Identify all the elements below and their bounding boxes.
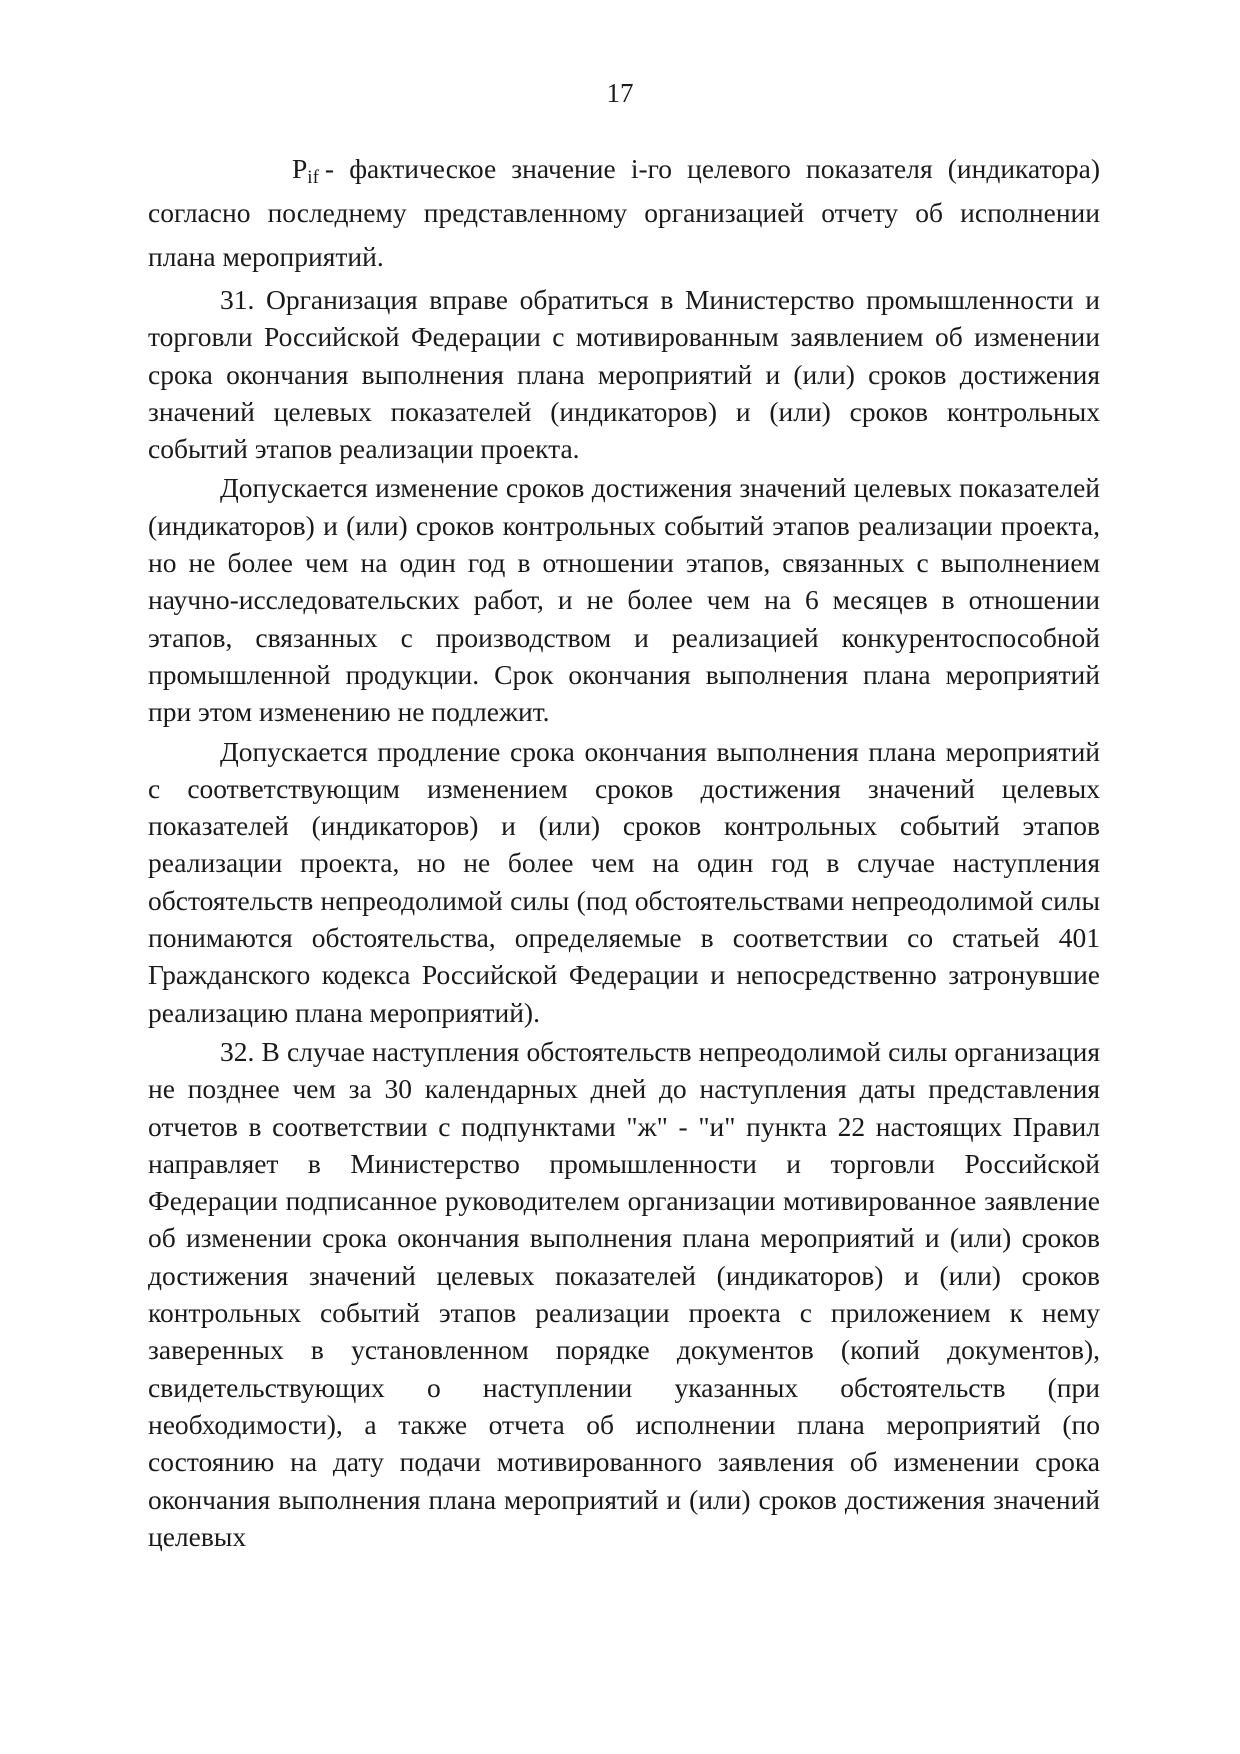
paragraph-indicator-definition-text: - фактическое значение i-го целевого показателя (индикатора) согласно последнему представленному организацией отчету об исполнении плана мероприятий. [148,153,1100,272]
paragraph-item-31: 31. Организация вправе обратиться в Министерство промышленности и торговли Российской Федерации с мотивированным заявлением об изменении срока окончания выполнения плана мероприятий и (или) сроков достижения значений целевых показателей (индикаторов) и (или) сроков контрольных событий этапов реализации проекта. [148,284,1100,465]
symbol-subscript: if [307,167,319,188]
paragraph-deadline-change: Допускается изменение сроков достижения значений целевых показателей (индикаторов) и (или) сроков контрольных событий этапов реализации проекта, но не более чем на один год в отношении этапов, связанных с выполнением научно-исследовательских работ, и не более чем на 6 месяцев в отношении этапов, связанных с производством и реализацией конкурентоспособной промышленной продукции. Срок окончания выполнения плана мероприятий при этом изменению не подлежит. [148,472,1100,728]
page-number: 17 [606,78,634,108]
paragraph-force-majeure-extension: Допускается продление срока окончания выполнения плана мероприятий с соответствующим изменением сроков достижения значений целевых показателей (индикаторов) и (или) сроков контрольных событий этапов реализации проекта, но не более чем на один год в случае наступления обстоятельств непреодолимой силы (под обстоятельствами непреодолимой силы понимаются обстоятельства, определяемые в соответствии со статьей 401 Гражданского кодекса Российской Федерации и непосредственно затронувшие реализацию плана мероприятий). [148,735,1100,1028]
paragraph-indicator-definition [148,147,1100,279]
formula-symbol-pif [220,147,319,191]
symbol-main: P [292,153,308,184]
document-body [148,147,1100,1555]
paragraph-item-32: 32. В случае наступления обстоятельств непреодолимой силы организация не позднее чем за 30 календарных дней до наступления даты представления отчетов в соответствии с подпунктами "ж" - "и" пункта 22 настоящих Правил направляет в Министерство промышленности и торговли Российской Федерации подписанное руководителем организации мотивированное заявление об изменении срока окончания выполнения плана мероприятий и (или) сроков достижения значений целевых показателей (индикаторов) и (или) сроков контрольных событий этапов реализации проекта с приложением к нему заверенных в установленном порядке документов (копий документов), свидетельствующих о наступлении указанных обстоятельств (при необходимости), а также отчета об исполнении плана мероприятий (по состоянию на дату подачи мотивированного заявления об изменении срока окончания выполнения плана мероприятий и (или) сроков достижения значений целевых [148,1035,1100,1552]
